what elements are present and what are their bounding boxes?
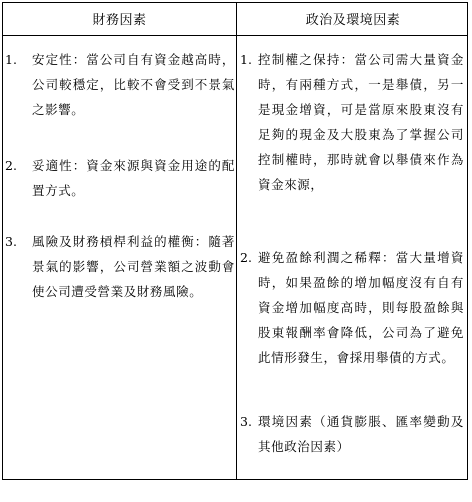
column-divider (236, 3, 237, 479)
right-item-3-number: 3. (240, 414, 252, 429)
header-financial-factors: 財務因素 (92, 13, 147, 28)
left-item-1-number: 1. (5, 52, 17, 67)
left-item-1-text: 安定性：當公司自有資金越高時，公司較穩定，比較不會受到不景氣之影響。 (32, 52, 235, 117)
right-item-1-text: 控制權之保持：當公司需大量資金時，有兩種方式，一是舉債，另一是現金增資，可是當原來股東沒有足夠的現金及大股東為了掌握公司控制權時，那時就會以舉債來作為資金來源， (258, 52, 464, 192)
header-divider (3, 35, 467, 36)
left-item-3-number: 3. (5, 234, 17, 249)
right-item-1-number: 1. (240, 52, 252, 67)
right-item-2-number: 2. (240, 250, 252, 265)
factors-table (2, 2, 468, 480)
left-item-2-number: 2. (5, 158, 17, 173)
left-item-2-text: 妥適性：資金來源與資金用途的配置方式。 (32, 158, 235, 198)
right-item-3-text: 環境因素（通貨膨脹、匯率變動及其他政治因素） (258, 414, 464, 454)
right-item-2-text: 避免盈餘利潤之稀釋：當大量增資時，如果盈餘的增加幅度沒有自有資金增加幅度高時，則每股盈餘與股東報酬率會降低，公司為了避免此情形發生，會採用舉債的方式。 (258, 250, 464, 365)
left-item-3-text: 風險及財務槓桿利益的權衡：隨著景氣的影響，公司營業額之波動會使公司遭受營業及財務風險。 (32, 234, 235, 299)
header-political-environmental-factors: 政治及環境因素 (305, 13, 401, 28)
